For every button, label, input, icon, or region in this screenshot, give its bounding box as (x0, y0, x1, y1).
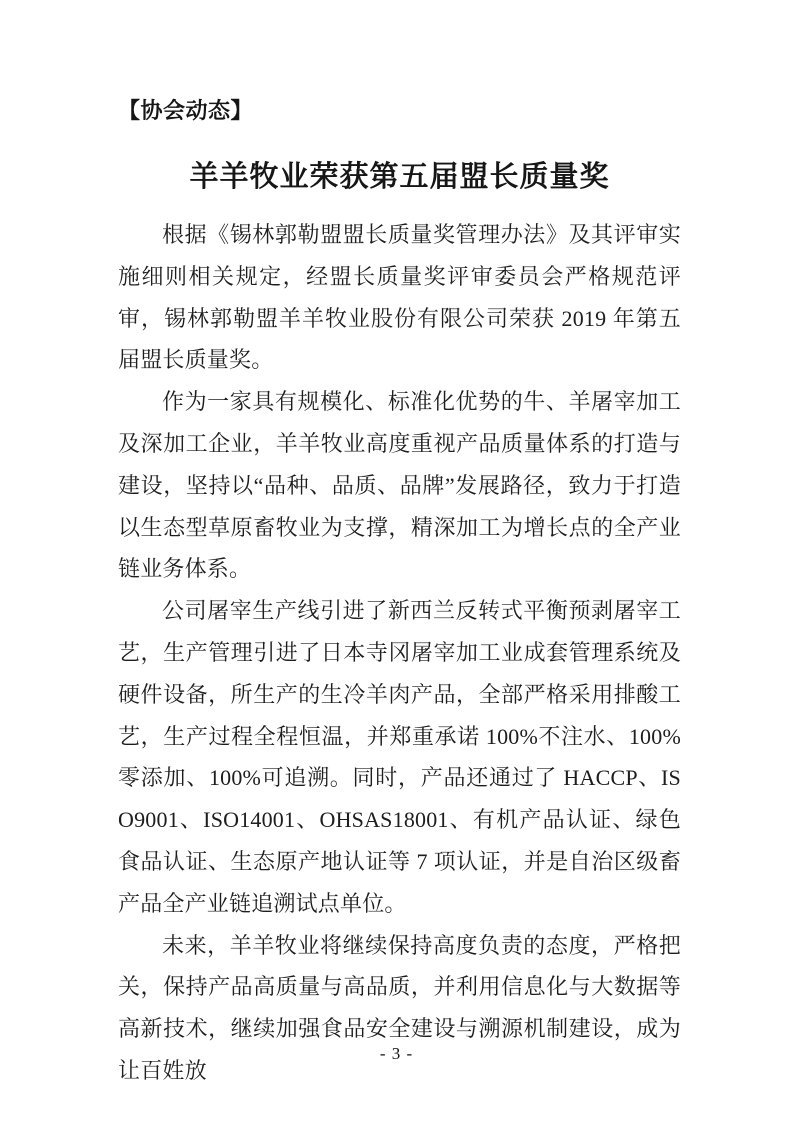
section-header: 【协会动态】 (118, 98, 254, 123)
body-paragraph-1: 根据《锡林郭勒盟盟长质量奖管理办法》及其评审实施细则相关规定，经盟长质量奖评审委员会严格规范评审，锡林郭勒盟羊羊牧业股份有限公司荣获 2019 年第五届盟长质量奖。 (118, 222, 681, 373)
body-paragraph-2: 作为一家具有规模化、标准化优势的牛、羊屠宰加工及深加工企业，羊羊牧业高度重视产品质量体系的打造与建设，坚持以“品种、品质、品牌”发展路径，致力于打造以生态型草原畜牧业为支撑，精深加工为增长点的全产业链业务体系。 (118, 389, 681, 582)
article-body (118, 214, 681, 1092)
body-paragraph-4: 未来，羊羊牧业将继续保持高度负责的态度，严格把关，保持产品高质量与高品质，并利用信息化与大数据等高新技术，继续加强食品安全建设与溯源机制建设，成为让百姓放 (118, 932, 681, 1083)
article-title: 羊羊牧业荣获第五届盟长质量奖 (189, 161, 610, 193)
page-number: - 3 - (379, 1044, 414, 1063)
body-paragraph-3: 公司屠宰生产线引进了新西兰反转式平衡预剥屠宰工艺，生产管理引进了日本寺冈屠宰加工业成套管理系统及硬件设备，所生产的生冷羊肉产品，全部严格采用排酸工艺，生产过程全程恒温，并郑重承诺 100%不注水、100%零添加、100%可追溯。同时，产品还通过了 HACCP、ISO9001、ISO14001、OHSAS18001、有机产品认证、绿色食品认证、生态原产地认证等 7 项认证，并是自治区级畜产品全产业链追溯试点单位。 (118, 598, 681, 916)
